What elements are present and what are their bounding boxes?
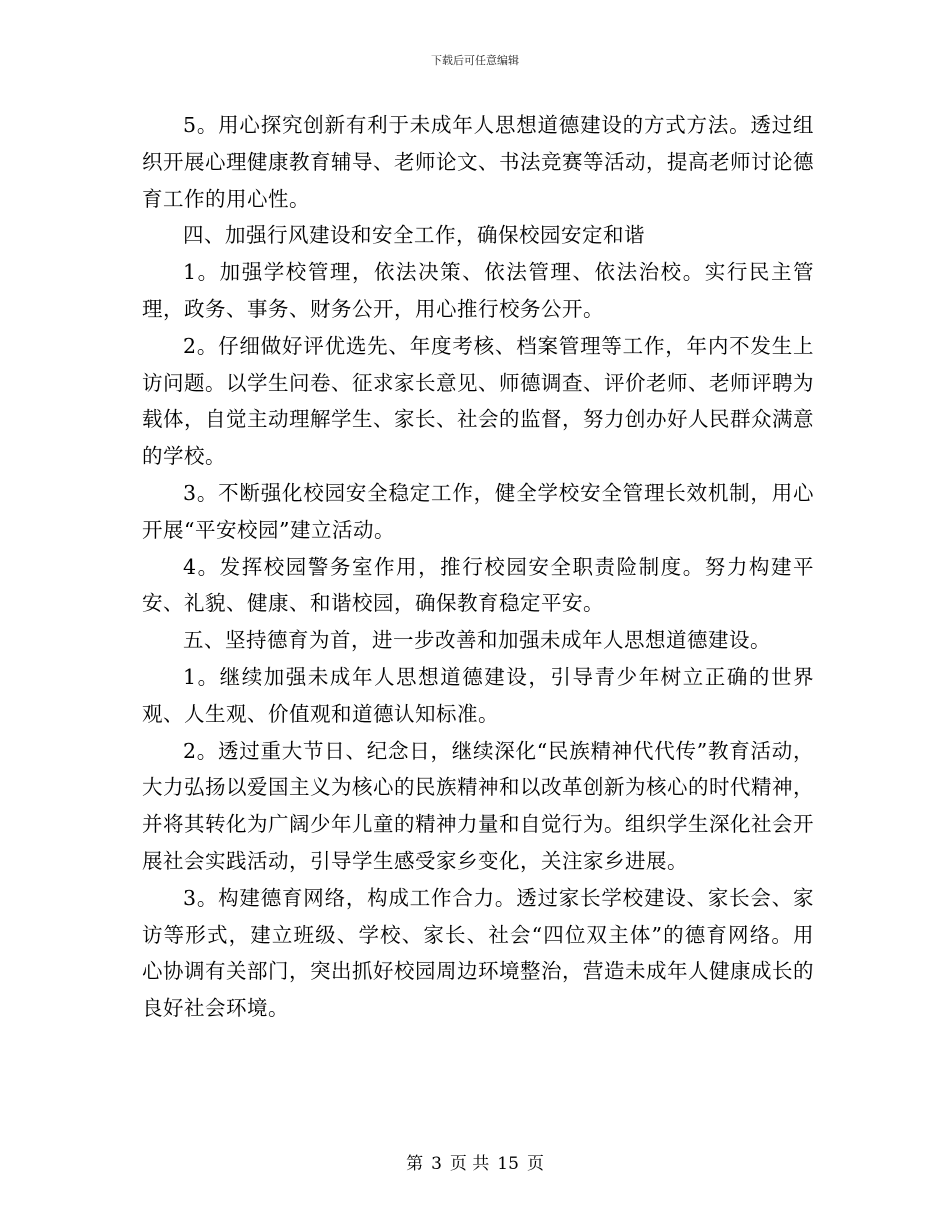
paragraph: 3。构建德育网络，构成工作合力。透过家长学校建设、家长会、家访等形式，建立班级、学校、家长、社会“四位双主体”的德育网络。用心协调有关部门，突出抓好校园周边环境整治，营造未成年人健康成长的良好社会环境。 (142, 885, 814, 1021)
paragraph: 2。仔细做好评优选先、年度考核、档案管理等工作，年内不发生上访问题。以学生问卷、征求家长意见、师德调查、评价老师、老师评聘为载体，自觉主动理解学生、家长、社会的监督，努力创办好人民群众满意的学校。 (142, 333, 814, 469)
document-body (142, 107, 814, 1027)
paragraph: 1。继续加强未成年人思想道德建设，引导青少年树立正确的世界观、人生观、价值观和道德认知标准。 (142, 664, 814, 726)
footer-prefix: 第 (406, 1154, 424, 1174)
page-footer (0, 1153, 950, 1175)
section-heading: 五、坚持德育为首，进一步改善和加强未成年人思想道德建设。 (183, 628, 771, 653)
paragraph: 3。不断强化校园安全稳定工作，健全学校安全管理长效机制，用心开展“平安校园”建立活动。 (142, 480, 814, 542)
footer-middle: 页 共 (449, 1154, 490, 1174)
page-number: 3 (431, 1154, 442, 1174)
page-header: 下载后可任意编辑 (431, 54, 519, 67)
total-pages: 15 (497, 1154, 519, 1174)
paragraph: 4。发挥校园警务室作用，推行校园安全职责险制度。努力构建平安、礼貌、健康、和谐校园，确保教育稳定平安。 (142, 554, 814, 616)
paragraph: 2。透过重大节日、纪念日，继续深化“民族精神代代传”教育活动，大力弘扬以爱国主义为核心的民族精神和以改革创新为核心的时代精神，并将其转化为广阔少年儿童的精神力量和自觉行为。组织学生深化社会开展社会实践活动，引导学生感受家乡变化，关注家乡进展。 (142, 738, 814, 873)
footer-suffix: 页 (526, 1154, 544, 1174)
paragraph: 5。用心探究创新有利于未成年人思想道德建设的方式方法。透过组织开展心理健康教育辅导、老师论文、书法竞赛等活动，提高老师讨论德育工作的用心性。 (142, 113, 814, 211)
paragraph: 1。加强学校管理，依法决策、依法管理、依法治校。实行民主管理，政务、事务、财务公开，用心推行校务公开。 (142, 260, 814, 321)
section-heading: 四、加强行风建设和安全工作，确保校园安定和谐 (183, 223, 645, 248)
